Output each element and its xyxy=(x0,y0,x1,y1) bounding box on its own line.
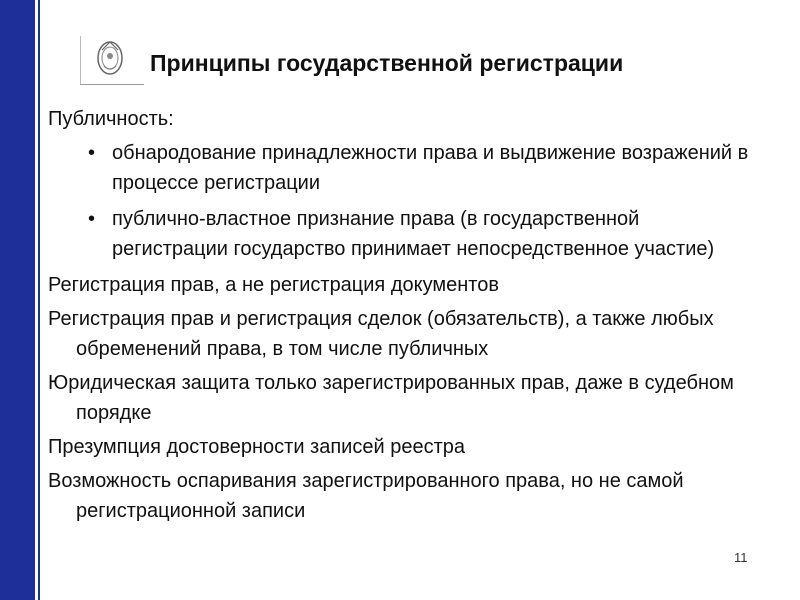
principle-item-4: Презумпция достоверности записей реестра xyxy=(48,436,465,458)
principle-item-2: Регистрация прав и регистрация сделок (обязательств), а также любых обременений права, в том числе публичных xyxy=(48,308,714,360)
principle-item-1: Регистрация прав, а не регистрация документов xyxy=(48,274,499,296)
bullet-icon: • xyxy=(88,208,96,230)
left-accent-line xyxy=(38,0,40,600)
slide-content xyxy=(48,104,758,530)
bullet-icon: • xyxy=(88,142,96,164)
intro-heading: Публичность: xyxy=(48,108,174,130)
bullet-item-2 xyxy=(48,204,758,264)
bullet-text: публично-властное признание права (в государственной регистрации государство принимает непосредственное участие) xyxy=(112,208,715,260)
left-accent-bar xyxy=(0,0,35,600)
bullet-text: обнародование принадлежности права и выдвижение возражений в процессе регистрации xyxy=(112,142,749,194)
page-title: Принципы государственной регистрации xyxy=(150,50,624,76)
emblem-logo xyxy=(80,36,140,84)
logo-divider-horizontal xyxy=(80,84,144,85)
bullet-item-1 xyxy=(48,138,758,198)
principle-item-3: Юридическая защита только зарегистрированных прав, даже в судебном порядке xyxy=(48,372,734,424)
page-number: 11 xyxy=(734,550,748,565)
principle-item-5: Возможность оспаривания зарегистрированного права, но не самой регистрационной записи xyxy=(48,470,684,522)
